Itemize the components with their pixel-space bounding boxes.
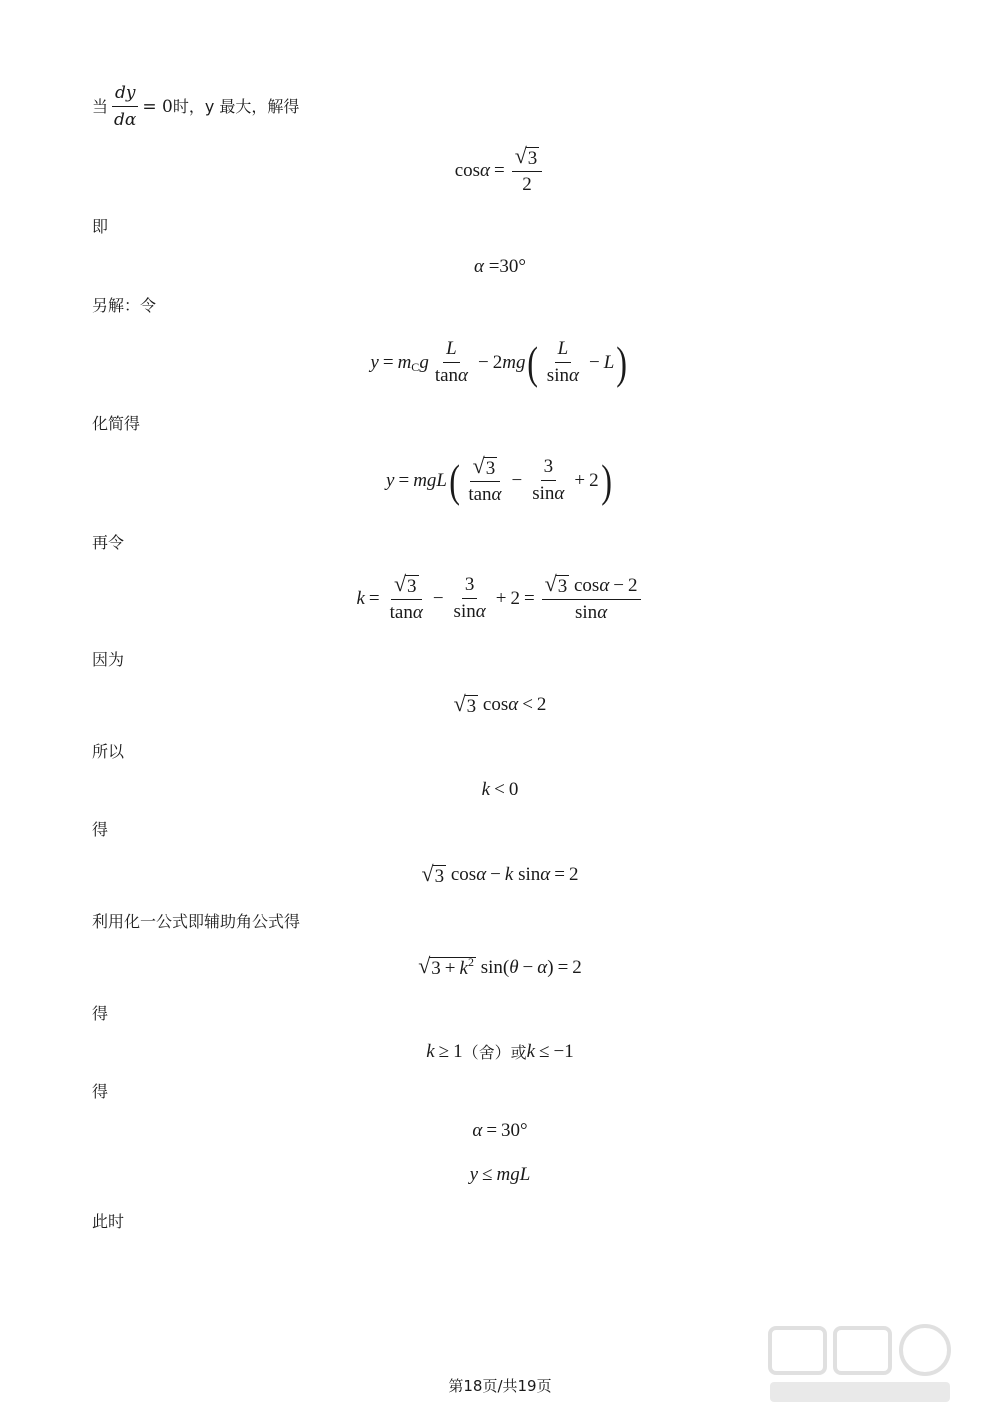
text-let-again: 再令	[92, 533, 125, 552]
page-footer: 第18页/共19页	[448, 1377, 552, 1395]
text-therefore: 所以	[92, 742, 125, 761]
text-discard: （舍）或	[462, 1043, 527, 1062]
text-auxiliary-angle: 利用化一公式即辅助角公式得	[92, 912, 301, 931]
equation-alpha-30-final: α = 30°	[472, 1120, 528, 1141]
derivative-condition-line	[92, 82, 299, 131]
text-dang: 当	[92, 96, 109, 116]
text-simplify: 化简得	[92, 414, 141, 433]
text-alt-solution: 另解：令	[92, 296, 157, 315]
text-ji: 即	[92, 217, 109, 236]
watermark-logo-icon	[760, 1320, 960, 1410]
equation-y-bound: y ≤ mgL	[469, 1164, 531, 1185]
equation-linear-combo: √ 3 cos α − k sin α = 2	[421, 861, 579, 887]
equation-y-simplified: y = mgL ( √ 3 tanα − $\frac{3}{\sin\alpha}$ + 2 )	[386, 453, 612, 506]
text-get-1: 得	[92, 820, 109, 839]
text-at-this-time: 此时	[92, 1212, 125, 1231]
text-get-2: 得	[92, 1004, 109, 1023]
text-eq0: = 0	[142, 96, 173, 117]
equation-alpha-30: α =30°	[473, 256, 527, 277]
equation-k-definition: k = √ 3 tanα − $\frac{3}{\sin\alpha}$ + 2 = √ 3 cosα − 2 sinα	[0, 573, 1000, 624]
equation-k-negative: k < 0	[481, 779, 519, 800]
equation-cos-alpha: cos α = √ 3 2	[0, 145, 1000, 196]
equation-k-range: k ≥ 1 （舍）或 k ≤ −1	[426, 1040, 574, 1062]
text-get-3: 得	[92, 1082, 109, 1101]
derivative-denominator: dα	[114, 110, 137, 130]
text-because: 因为	[92, 650, 125, 669]
equation-auxiliary: √ $3 + k^2$ sin( θ − α ) = 2	[418, 953, 582, 979]
text-shi-y-max: 时，y 最大，解得	[172, 96, 300, 116]
derivative-fraction	[111, 82, 139, 131]
derivative-numerator: dy	[112, 82, 139, 107]
equation-y-definition: y = m C g $\frac{L}{\tan\alpha}$ − 2 mg ( $\frac{L}{\sin\alpha}$ − L )	[370, 336, 628, 388]
equation-inequality-cos: √ 3 cos α < 2	[453, 691, 547, 717]
